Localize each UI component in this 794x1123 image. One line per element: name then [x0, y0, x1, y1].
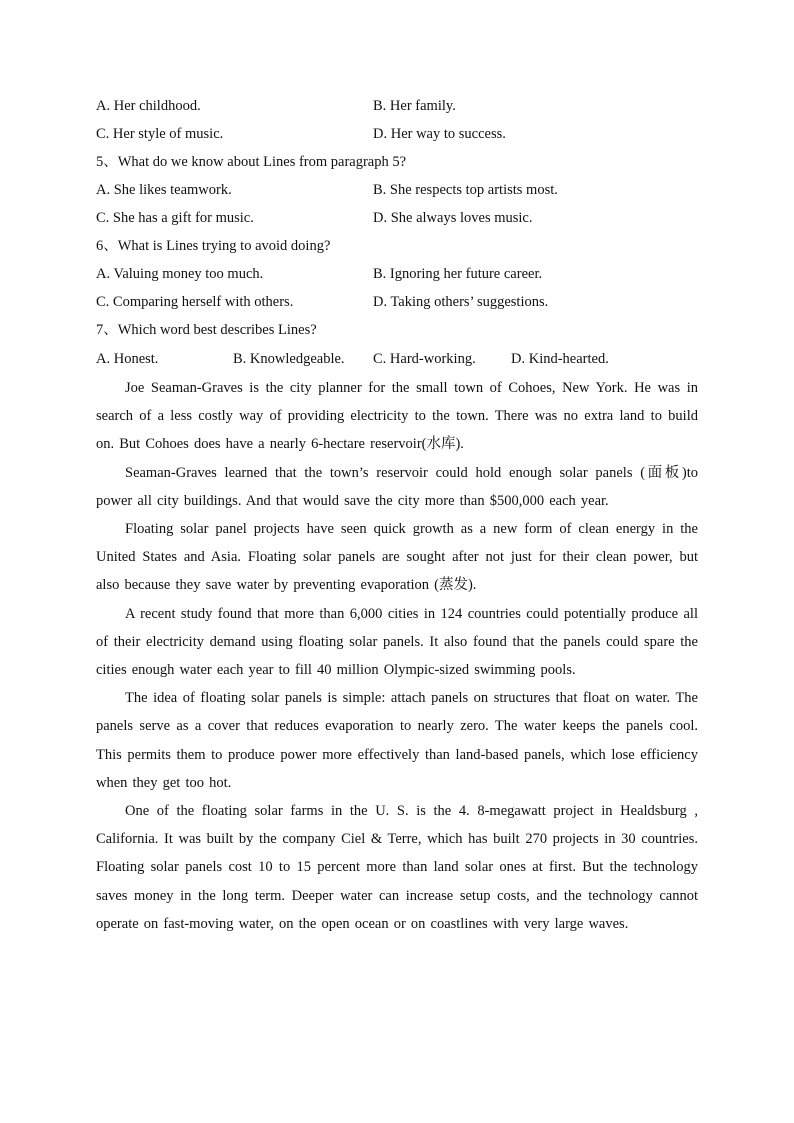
option-a: A. Honest. [96, 351, 159, 367]
question-7-text: 7、Which word best describes Lines? [96, 322, 317, 338]
passage-paragraph-4: A recent study found that more than 6,000 cities in 124 countries could potentially produce all of their electricity demand using floating solar panels. It also found that the panels could spare the cities enough water each year to fill 40 million Olympic-sized swimming pools. [96, 605, 698, 679]
question-7-options-row [96, 344, 698, 374]
reading-passage [96, 374, 698, 938]
option-b: B. Knowledgeable. [233, 351, 345, 367]
option-c: C. She has a gift for music. [96, 210, 254, 226]
passage-paragraph-2: Seaman-Graves learned that the town’s reservoir could hold enough solar panels (面板)to power all city buildings. And that would save the city more than $500,000 each year. [96, 464, 698, 509]
question-5-options-row-2 [96, 204, 698, 232]
option-a: A. She likes teamwork. [96, 182, 232, 198]
option-c: C. Her style of music. [96, 126, 224, 142]
passage-paragraph-6: One of the floating solar farms in the U. S. is the 4. 8-megawatt project in Healdsburg , California. It was built by the company Ciel & Terre, which has built 270 projects in 30 countries. Floating solar panels cost 10 to 15 percent more than land solar ones at first. But the technology saves money in the long term. Deeper water can increase setup costs, and the technology cannot operate on fast-moving water, on the open ocean or on coastlines with very large waves. [96, 803, 698, 932]
option-a: A. Her childhood. [96, 98, 201, 114]
question-4-options-row-2 [96, 120, 698, 148]
passage-paragraph-1: Joe Seaman-Graves is the city planner for the small town of Cohoes, New York. He was in search of a less costly way of providing electricity to the town. There was no extra land to build on. But Cohoes does have a nearly 6-hectare reservoir(水库). [96, 380, 698, 453]
question-6-options-row-2 [96, 288, 698, 316]
option-d: D. Her way to success. [373, 126, 506, 142]
document-page [96, 92, 698, 938]
question-4-options-row-1 [96, 92, 698, 120]
passage-paragraph-5: The idea of floating solar panels is simple: attach panels on structures that float on water. The panels serve as a cover that reduces evaporation to nearly zero. The water keeps the panels cool. This permits them to produce power more effectively than land-based panels, which lose efficiency when they get too hot. [96, 690, 698, 791]
option-c: C. Comparing herself with others. [96, 294, 294, 310]
option-d: D. Taking others’ suggestions. [373, 294, 549, 310]
option-b: B. Ignoring her future career. [373, 266, 543, 282]
option-b: B. Her family. [373, 98, 456, 114]
passage-paragraph-3: Floating solar panel projects have seen quick growth as a new form of clean energy in the United States and Asia. Floating solar panels are sought after not just for their clean power, but also because they save water by preventing evaporation (蒸发). [96, 521, 698, 594]
option-b: B. She respects top artists most. [373, 182, 558, 198]
option-a: A. Valuing money too much. [96, 266, 264, 282]
option-d: D. Kind-hearted. [511, 351, 609, 367]
question-5-options-row-1 [96, 176, 698, 204]
option-c: C. Hard-working. [373, 351, 476, 367]
question-5-text: 5、What do we know about Lines from paragraph 5? [96, 154, 407, 170]
question-6-text: 6、What is Lines trying to avoid doing? [96, 238, 331, 254]
option-d: D. She always loves music. [373, 210, 533, 226]
question-6-options-row-1 [96, 260, 698, 288]
